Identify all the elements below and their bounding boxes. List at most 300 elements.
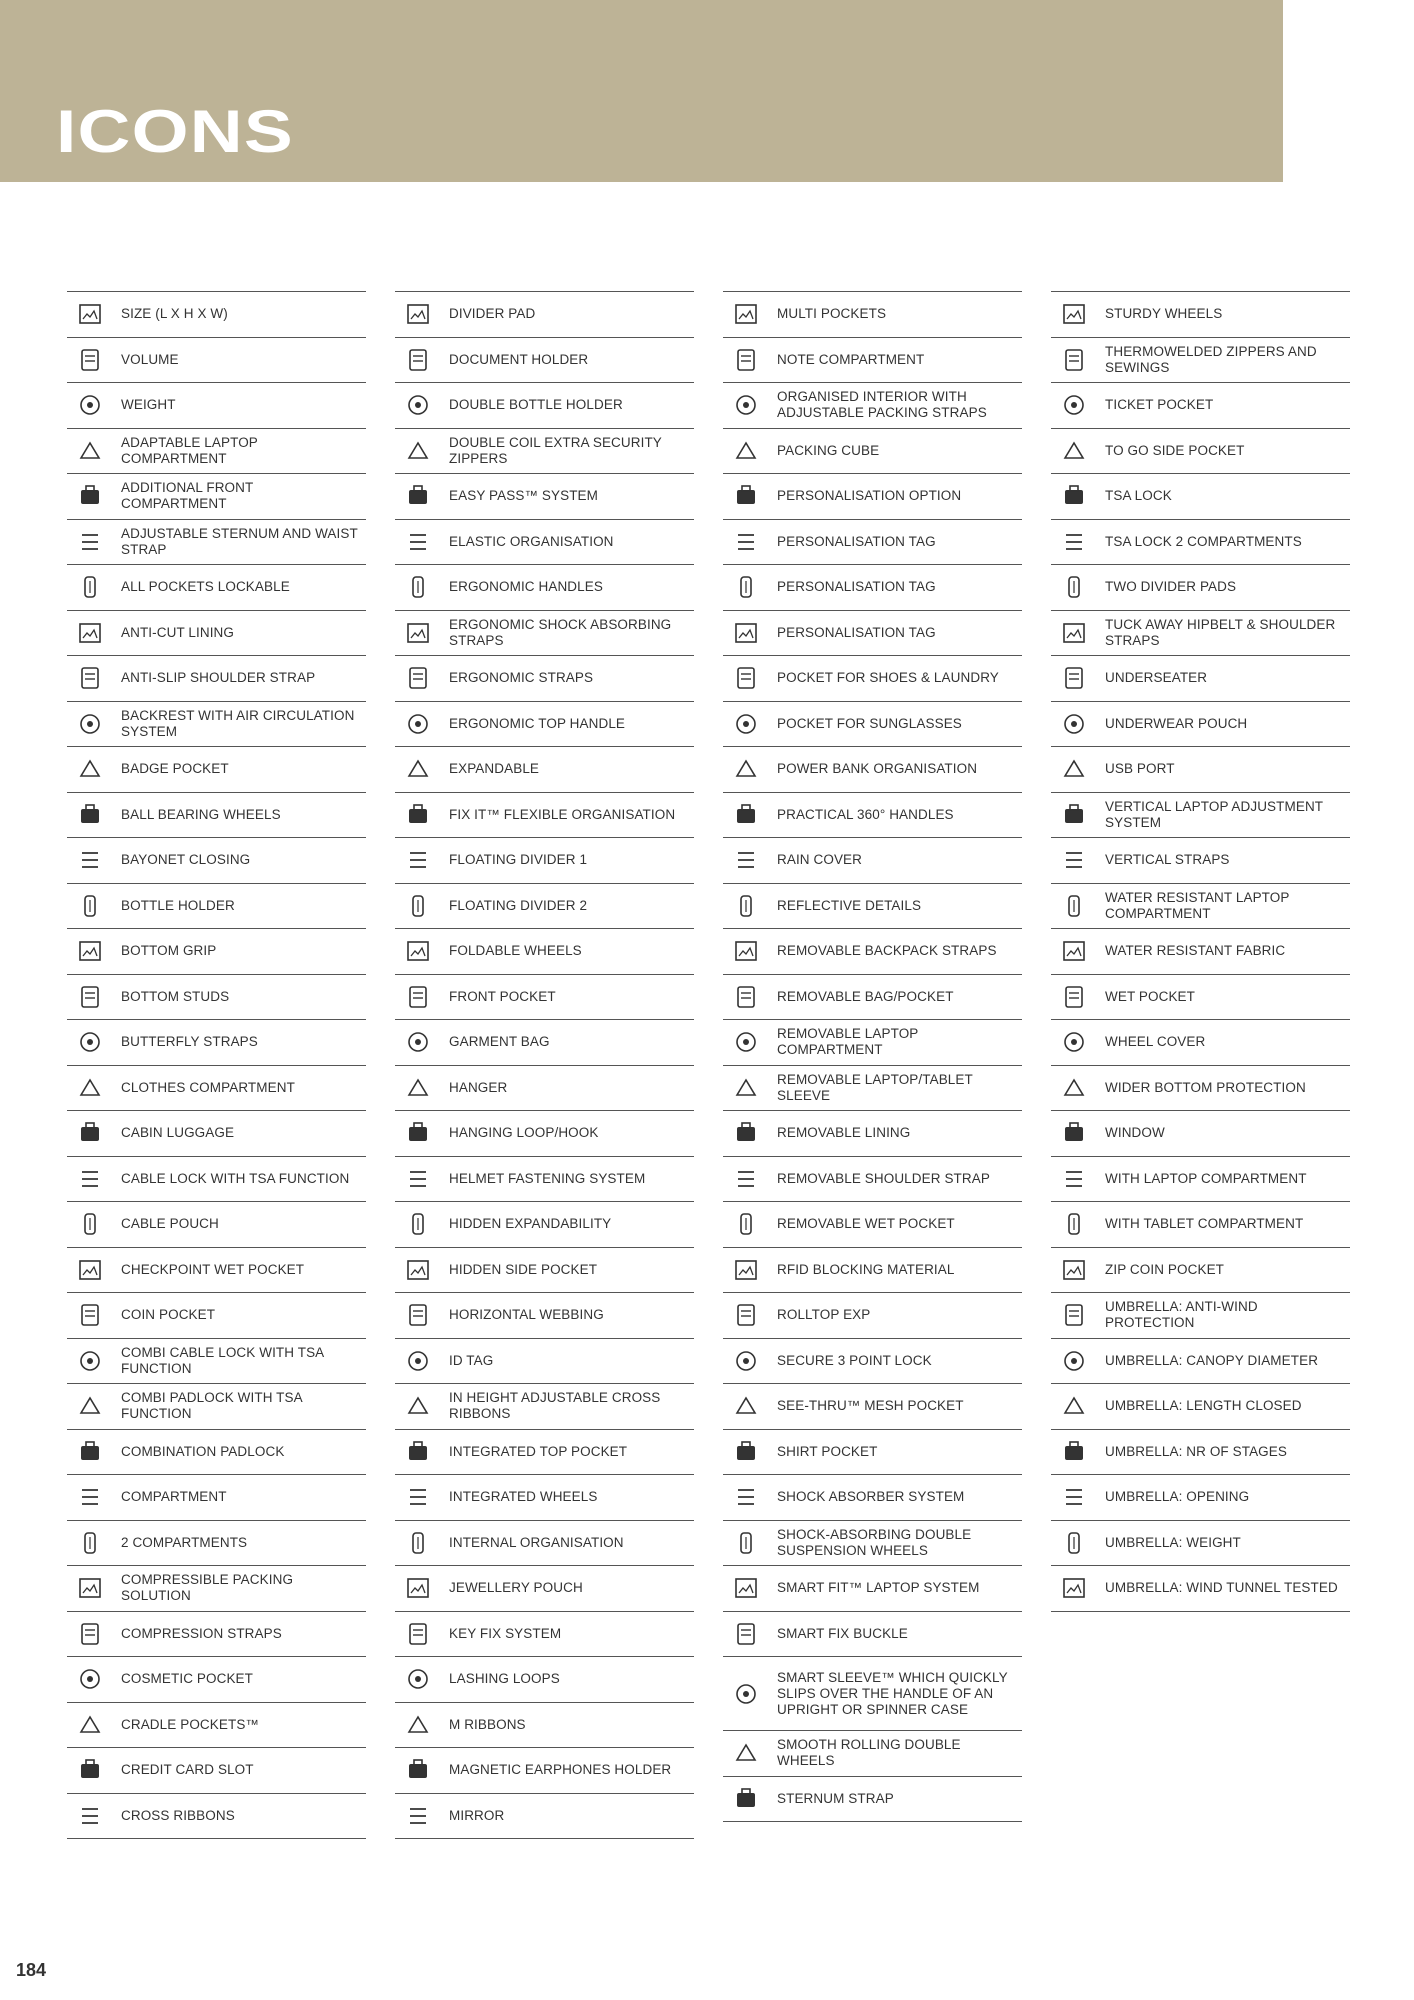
legend-label: ERGONOMIC STRAPS xyxy=(449,670,594,686)
integrated-wheels-icon xyxy=(401,1482,435,1512)
legend-label: UMBRELLA: LENGTH CLOSED xyxy=(1105,1398,1302,1414)
legend-row xyxy=(395,929,694,975)
legend-label: PERSONALISATION TAG xyxy=(777,579,936,595)
legend-row xyxy=(395,1202,694,1248)
tsa-cable-icon xyxy=(73,1164,107,1194)
legend-label: REMOVABLE BACKPACK STRAPS xyxy=(777,943,997,959)
multi-pockets-icon xyxy=(729,299,763,329)
legend-label: INTERNAL ORGANISATION xyxy=(449,1534,624,1550)
divider-pad-icon xyxy=(401,299,435,329)
legend-row xyxy=(723,1202,1022,1248)
bayonet-icon xyxy=(73,845,107,875)
legend-label: CABLE POUCH xyxy=(121,1216,219,1232)
legend-row xyxy=(723,838,1022,884)
legend-row xyxy=(67,292,366,338)
id-tag-icon xyxy=(401,1346,435,1376)
legend-label: UMBRELLA: WIND TUNNEL TESTED xyxy=(1105,1580,1338,1596)
legend-row xyxy=(1051,884,1350,930)
legend-label: THERMOWELDED ZIPPERS AND SEWINGS xyxy=(1105,343,1317,375)
legend-row xyxy=(67,1020,366,1066)
diameter-icon xyxy=(1057,1346,1091,1376)
shock-straps-icon xyxy=(401,618,435,648)
legend-row xyxy=(723,383,1022,429)
air-circulation-icon xyxy=(73,709,107,739)
garment-bag-icon xyxy=(401,1027,435,1057)
legend-row xyxy=(723,520,1022,566)
legend-row xyxy=(67,1293,366,1339)
ball-bearing-icon xyxy=(73,800,107,830)
legend-row xyxy=(395,1521,694,1567)
legend-label: FIX IT™ FLEXIBLE ORGANISATION xyxy=(449,806,676,822)
lining-icon xyxy=(729,1118,763,1148)
legend-row xyxy=(67,338,366,384)
top-handle-icon xyxy=(401,709,435,739)
legend-row xyxy=(67,474,366,520)
lashing-icon xyxy=(401,1664,435,1694)
legend-label: COMPARTMENT xyxy=(121,1489,227,1505)
legend-label: TWO DIVIDER PADS xyxy=(1105,579,1237,595)
tablet-sleeve-icon xyxy=(729,1073,763,1103)
legend-label: UMBRELLA: ANTI-WIND PROTECTION xyxy=(1105,1299,1258,1331)
legend-row xyxy=(1051,793,1350,839)
removable-laptop-icon xyxy=(729,1027,763,1057)
legend-row xyxy=(395,520,694,566)
legend-row xyxy=(67,565,366,611)
legend-row xyxy=(1051,1293,1350,1339)
underseater-icon xyxy=(1057,663,1091,693)
legend-label: REMOVABLE SHOULDER STRAP xyxy=(777,1170,990,1186)
legend-label: FRONT POCKET xyxy=(449,988,556,1004)
legend-row xyxy=(67,1475,366,1521)
compression-straps-icon xyxy=(73,1619,107,1649)
underwear-icon xyxy=(1057,709,1091,739)
legend-label: ADDITIONAL FRONT COMPARTMENT xyxy=(121,480,254,512)
legend-label: SHOCK ABSORBER SYSTEM xyxy=(777,1489,965,1505)
to-go-icon xyxy=(1057,436,1091,466)
mesh-pocket-icon xyxy=(729,1391,763,1421)
reflective-icon xyxy=(729,891,763,921)
checkpoint-icon xyxy=(73,1255,107,1285)
page-title: ICONS xyxy=(56,98,294,165)
legend-row xyxy=(395,793,694,839)
legend-label: ZIP COIN POCKET xyxy=(1105,1261,1225,1277)
easy-pass-icon xyxy=(401,481,435,511)
legend-row xyxy=(1051,1020,1350,1066)
header-banner xyxy=(0,0,1283,182)
smart-sleeve-icon xyxy=(729,1679,763,1709)
mirror-icon xyxy=(401,1801,435,1831)
legend-label: REMOVABLE LAPTOP COMPARTMENT xyxy=(777,1026,919,1058)
legend-row xyxy=(67,1248,366,1294)
backpack-straps-icon xyxy=(729,936,763,966)
tag-vertical-icon xyxy=(729,572,763,602)
internal-org-icon xyxy=(401,1528,435,1558)
hook-icon xyxy=(401,1118,435,1148)
legend-label: PERSONALISATION OPTION xyxy=(777,488,962,504)
legend-row xyxy=(395,1657,694,1703)
legend-row xyxy=(67,1657,366,1703)
legend-row xyxy=(1051,1566,1350,1612)
legend-label: PERSONALISATION TAG xyxy=(777,533,936,549)
legend-label: BAYONET CLOSING xyxy=(121,852,251,868)
legend-label: HANGER xyxy=(449,1079,508,1095)
shock-absorber-icon xyxy=(729,1482,763,1512)
usb-icon xyxy=(1057,754,1091,784)
vertical-straps-icon xyxy=(1057,845,1091,875)
legend-row xyxy=(395,611,694,657)
legend-row xyxy=(67,838,366,884)
legend-row xyxy=(67,611,366,657)
opening-icon xyxy=(1057,1482,1091,1512)
key-icon xyxy=(401,1619,435,1649)
legend-row xyxy=(395,1748,694,1794)
legend-label: REMOVABLE LAPTOP/TABLET SLEEVE xyxy=(777,1071,973,1103)
compartment-icon xyxy=(73,1482,107,1512)
legend-row xyxy=(1051,338,1350,384)
legend-label: EASY PASS™ SYSTEM xyxy=(449,488,599,504)
legend-row xyxy=(67,975,366,1021)
legend-label: INTEGRATED WHEELS xyxy=(449,1489,598,1505)
legend-label: SMOOTH ROLLING DOUBLE WHEELS xyxy=(777,1737,961,1769)
legend-row xyxy=(395,474,694,520)
legend-label: ERGONOMIC SHOCK ABSORBING STRAPS xyxy=(449,616,672,648)
legend-label: DIVIDER PAD xyxy=(449,306,536,322)
legend-row xyxy=(1051,429,1350,475)
legend-label: VOLUME xyxy=(121,351,179,367)
tablet-icon xyxy=(1057,1209,1091,1239)
rain-cover-icon xyxy=(729,845,763,875)
legend-label: GARMENT BAG xyxy=(449,1034,550,1050)
two-divider-icon xyxy=(1057,572,1091,602)
legend-label: REMOVABLE WET POCKET xyxy=(777,1216,955,1232)
webbing-icon xyxy=(401,1300,435,1330)
legend-row xyxy=(1051,747,1350,793)
legend-row xyxy=(67,1202,366,1248)
legend-label: CROSS RIBBONS xyxy=(121,1807,235,1823)
document-holder-icon xyxy=(401,345,435,375)
legend-label: FLOATING DIVIDER 2 xyxy=(449,897,588,913)
legend-label: ADAPTABLE LAPTOP COMPARTMENT xyxy=(121,434,258,466)
m-ribbons-icon xyxy=(401,1710,435,1740)
legend-column-1 xyxy=(67,291,366,1839)
legend-label: BALL BEARING WHEELS xyxy=(121,806,281,822)
floating-divider-icon xyxy=(401,845,435,875)
ticket-icon xyxy=(1057,390,1091,420)
legend-label: SIZE (L X H X W) xyxy=(121,306,228,322)
handles-360-icon xyxy=(729,800,763,830)
legend-row xyxy=(395,429,694,475)
legend-row xyxy=(395,838,694,884)
legend-row xyxy=(395,1794,694,1840)
buckle-icon xyxy=(729,1619,763,1649)
legend-label: VERTICAL LAPTOP ADJUSTMENT SYSTEM xyxy=(1105,798,1323,830)
legend-label: MULTI POCKETS xyxy=(777,306,887,322)
legend-label: NOTE COMPARTMENT xyxy=(777,351,925,367)
legend-row xyxy=(723,747,1022,793)
two-compartments-icon xyxy=(73,1528,107,1558)
legend-label: MIRROR xyxy=(449,1807,505,1823)
legend-label: STERNUM STRAP xyxy=(777,1790,894,1806)
legend-row xyxy=(395,1612,694,1658)
smart-fit-icon xyxy=(729,1573,763,1603)
shirt-icon xyxy=(729,1437,763,1467)
cross-ribbons-icon xyxy=(73,1801,107,1831)
legend-label: WHEEL COVER xyxy=(1105,1034,1206,1050)
legend-row xyxy=(723,292,1022,338)
legend-label: ANTI-CUT LINING xyxy=(121,624,235,640)
rfid-icon xyxy=(729,1255,763,1285)
tsa-lock-icon xyxy=(1057,481,1091,511)
legend-label: CREDIT CARD SLOT xyxy=(121,1762,254,1778)
legend-label: CRADLE POCKETS™ xyxy=(121,1716,260,1732)
legend-row xyxy=(395,656,694,702)
water-fabric-icon xyxy=(1057,936,1091,966)
legend-row xyxy=(395,884,694,930)
shoes-icon xyxy=(729,663,763,693)
combi-padlock-icon xyxy=(73,1391,107,1421)
legend-row xyxy=(1051,1157,1350,1203)
double-bottle-icon xyxy=(401,390,435,420)
legend-row xyxy=(723,975,1022,1021)
legend-label: WIDER BOTTOM PROTECTION xyxy=(1105,1079,1306,1095)
legend-row xyxy=(395,338,694,384)
bottom-protection-icon xyxy=(1057,1073,1091,1103)
legend-label: UMBRELLA: CANOPY DIAMETER xyxy=(1105,1352,1319,1368)
legend-row xyxy=(1051,292,1350,338)
legend-label: USB PORT xyxy=(1105,761,1175,777)
legend-row xyxy=(1051,838,1350,884)
legend-label: M RIBBONS xyxy=(449,1716,526,1732)
legend-label: BOTTOM GRIP xyxy=(121,943,217,959)
cable-pouch-icon xyxy=(73,1209,107,1239)
legend-label: HIDDEN EXPANDABILITY xyxy=(449,1216,612,1232)
legend-label: PRACTICAL 360° HANDLES xyxy=(777,806,954,822)
legend-row xyxy=(723,1157,1022,1203)
legend-label: COMBI CABLE LOCK WITH TSA FUNCTION xyxy=(121,1344,324,1376)
credit-card-icon xyxy=(73,1755,107,1785)
legend-row xyxy=(723,656,1022,702)
legend-row xyxy=(723,1066,1022,1112)
legend-row xyxy=(67,1111,366,1157)
legend-row xyxy=(67,1794,366,1840)
legend-row xyxy=(395,383,694,429)
wet-pocket-icon xyxy=(729,1209,763,1239)
wet-icon xyxy=(1057,982,1091,1012)
legend-label: SHOCK-ABSORBING DOUBLE SUSPENSION WHEELS xyxy=(777,1526,972,1558)
note-icon xyxy=(729,345,763,375)
sternum-icon xyxy=(729,1784,763,1814)
legend-row xyxy=(395,747,694,793)
ergonomic-straps-icon xyxy=(401,663,435,693)
legend-row xyxy=(723,1521,1022,1567)
legend-row xyxy=(723,884,1022,930)
legend-label: POCKET FOR SUNGLASSES xyxy=(777,715,962,731)
legend-label: DOUBLE BOTTLE HOLDER xyxy=(449,397,623,413)
legend-label: MAGNETIC EARPHONES HOLDER xyxy=(449,1762,672,1778)
legend-label: ERGONOMIC TOP HANDLE xyxy=(449,715,626,731)
legend-label: SMART SLEEVE™ WHICH QUICKLY SLIPS OVER THE HANDLE OF AN UPRIGHT OR SPINNER CASE xyxy=(777,1669,1008,1717)
legend-label: TSA LOCK 2 COMPARTMENTS xyxy=(1105,533,1302,549)
height-ribbons-icon xyxy=(401,1391,435,1421)
legend-label: HELMET FASTENING SYSTEM xyxy=(449,1170,646,1186)
bottle-icon xyxy=(73,891,107,921)
legend-label: UMBRELLA: NR OF STAGES xyxy=(1105,1443,1287,1459)
top-pocket-icon xyxy=(401,1437,435,1467)
legend-label: JEWELLERY POUCH xyxy=(449,1580,583,1596)
shoulder-strap-icon xyxy=(73,663,107,693)
legend-label: COMPRESSIBLE PACKING SOLUTION xyxy=(121,1572,294,1604)
legend-row xyxy=(1051,1430,1350,1476)
legend-row xyxy=(395,1293,694,1339)
legend-row xyxy=(67,884,366,930)
legend-row xyxy=(395,292,694,338)
legend-row xyxy=(67,1430,366,1476)
fix-it-icon xyxy=(401,800,435,830)
legend-label: CABLE LOCK WITH TSA FUNCTION xyxy=(121,1170,350,1186)
legend-row xyxy=(1051,929,1350,975)
legend-row xyxy=(723,474,1022,520)
legend-row xyxy=(723,1020,1022,1066)
legend-label: WATER RESISTANT LAPTOP COMPARTMENT xyxy=(1105,889,1290,921)
legend-row xyxy=(67,656,366,702)
legend-label: UNDERSEATER xyxy=(1105,670,1208,686)
legend-column-3 xyxy=(723,291,1022,1822)
legend-row xyxy=(67,383,366,429)
length-icon xyxy=(1057,1391,1091,1421)
suspension-wheels-icon xyxy=(729,1528,763,1558)
legend-row xyxy=(67,1066,366,1112)
legend-row xyxy=(1051,1202,1350,1248)
legend-label: UMBRELLA: WEIGHT xyxy=(1105,1534,1241,1550)
front-compartment-icon xyxy=(73,481,107,511)
legend-row xyxy=(723,1339,1022,1385)
front-pocket-icon xyxy=(401,982,435,1012)
legend-label: TO GO SIDE POCKET xyxy=(1105,442,1245,458)
legend-row xyxy=(395,1430,694,1476)
legend-label: RAIN COVER xyxy=(777,852,863,868)
anti-wind-icon xyxy=(1057,1300,1091,1330)
legend-row xyxy=(395,1703,694,1749)
legend-label: WEIGHT xyxy=(121,397,176,413)
legend-row xyxy=(723,702,1022,748)
legend-row xyxy=(723,1657,1022,1731)
legend-row xyxy=(67,702,366,748)
legend-row xyxy=(723,1430,1022,1476)
legend-label: UMBRELLA: OPENING xyxy=(1105,1489,1250,1505)
padlock-icon xyxy=(73,1437,107,1467)
legend-label: IN HEIGHT ADJUSTABLE CROSS RIBBONS xyxy=(449,1390,661,1422)
clothes-icon xyxy=(73,1073,107,1103)
stages-icon xyxy=(1057,1437,1091,1467)
elastic-icon xyxy=(401,527,435,557)
weight-icon xyxy=(73,390,107,420)
legend-row xyxy=(1051,1475,1350,1521)
legend-label: HIDDEN SIDE POCKET xyxy=(449,1261,598,1277)
legend-label: DOUBLE COIL EXTRA SECURITY ZIPPERS xyxy=(449,434,662,466)
legend-row xyxy=(67,1748,366,1794)
legend-row xyxy=(723,565,1022,611)
legend-label: POWER BANK ORGANISATION xyxy=(777,761,978,777)
zipper-icon xyxy=(401,436,435,466)
legend-label: SMART FIX BUCKLE xyxy=(777,1625,908,1641)
tag-strip-icon xyxy=(729,618,763,648)
legend-row xyxy=(1051,702,1350,748)
legend-label: TSA LOCK xyxy=(1105,488,1172,504)
legend-label: CLOTHES COMPARTMENT xyxy=(121,1079,295,1095)
legend-label: FLOATING DIVIDER 1 xyxy=(449,852,588,868)
legend-row xyxy=(395,1566,694,1612)
laptop-icon xyxy=(1057,1164,1091,1194)
legend-label: UNDERWEAR POUCH xyxy=(1105,715,1248,731)
legend-row xyxy=(1051,1384,1350,1430)
size-icon xyxy=(73,299,107,329)
legend-label: BUTTERFLY STRAPS xyxy=(121,1034,258,1050)
legend-row xyxy=(723,1248,1022,1294)
legend-label: HANGING LOOP/HOOK xyxy=(449,1125,599,1141)
legend-label: ROLLTOP EXP xyxy=(777,1307,871,1323)
legend-row xyxy=(395,1066,694,1112)
power-bank-icon xyxy=(729,754,763,784)
legend-row xyxy=(67,793,366,839)
legend-row xyxy=(723,1111,1022,1157)
legend-label: REMOVABLE BAG/POCKET xyxy=(777,988,954,1004)
volume-icon xyxy=(73,345,107,375)
legend-row xyxy=(1051,520,1350,566)
floating-divider-2-icon xyxy=(401,891,435,921)
bottom-studs-icon xyxy=(73,982,107,1012)
legend-row xyxy=(723,611,1022,657)
legend-label: LASHING LOOPS xyxy=(449,1671,560,1687)
legend-row xyxy=(67,429,366,475)
water-laptop-icon xyxy=(1057,891,1091,921)
hipbelt-icon xyxy=(1057,618,1091,648)
legend-label: ADJUSTABLE STERNUM AND WAIST STRAP xyxy=(121,525,358,557)
earphones-icon xyxy=(401,1755,435,1785)
legend-row xyxy=(723,929,1022,975)
removable-bag-icon xyxy=(729,982,763,1012)
helmet-icon xyxy=(401,1164,435,1194)
legend-label: DOCUMENT HOLDER xyxy=(449,351,589,367)
foldable-wheels-icon xyxy=(401,936,435,966)
vertical-laptop-icon xyxy=(1057,800,1091,830)
double-wheels-icon xyxy=(729,1738,763,1768)
legend-row xyxy=(67,1384,366,1430)
three-point-lock-icon xyxy=(729,1346,763,1376)
legend-label: COMBINATION PADLOCK xyxy=(121,1443,285,1459)
legend-label: BOTTOM STUDS xyxy=(121,988,230,1004)
legend-label: POCKET FOR SHOES & LAUNDRY xyxy=(777,670,999,686)
compressible-icon xyxy=(73,1573,107,1603)
window-icon xyxy=(1057,1118,1091,1148)
thermowelded-icon xyxy=(1057,345,1091,375)
legend-label: COMBI PADLOCK WITH TSA FUNCTION xyxy=(121,1390,302,1422)
legend-label: WATER RESISTANT FABRIC xyxy=(1105,943,1286,959)
legend-label: STURDY WHEELS xyxy=(1105,306,1223,322)
legend-label: HORIZONTAL WEBBING xyxy=(449,1307,604,1323)
anti-cut-icon xyxy=(73,618,107,648)
legend-row xyxy=(723,429,1022,475)
legend-label: BADGE POCKET xyxy=(121,761,229,777)
legend-row xyxy=(1051,611,1350,657)
hanger-icon xyxy=(401,1073,435,1103)
packing-straps-icon xyxy=(729,390,763,420)
legend-row xyxy=(395,1339,694,1385)
expandable-icon xyxy=(401,754,435,784)
legend-label: ID TAG xyxy=(449,1352,494,1368)
legend-row xyxy=(1051,1111,1350,1157)
page-number: 184 xyxy=(16,1960,47,1980)
legend-row xyxy=(1051,975,1350,1021)
